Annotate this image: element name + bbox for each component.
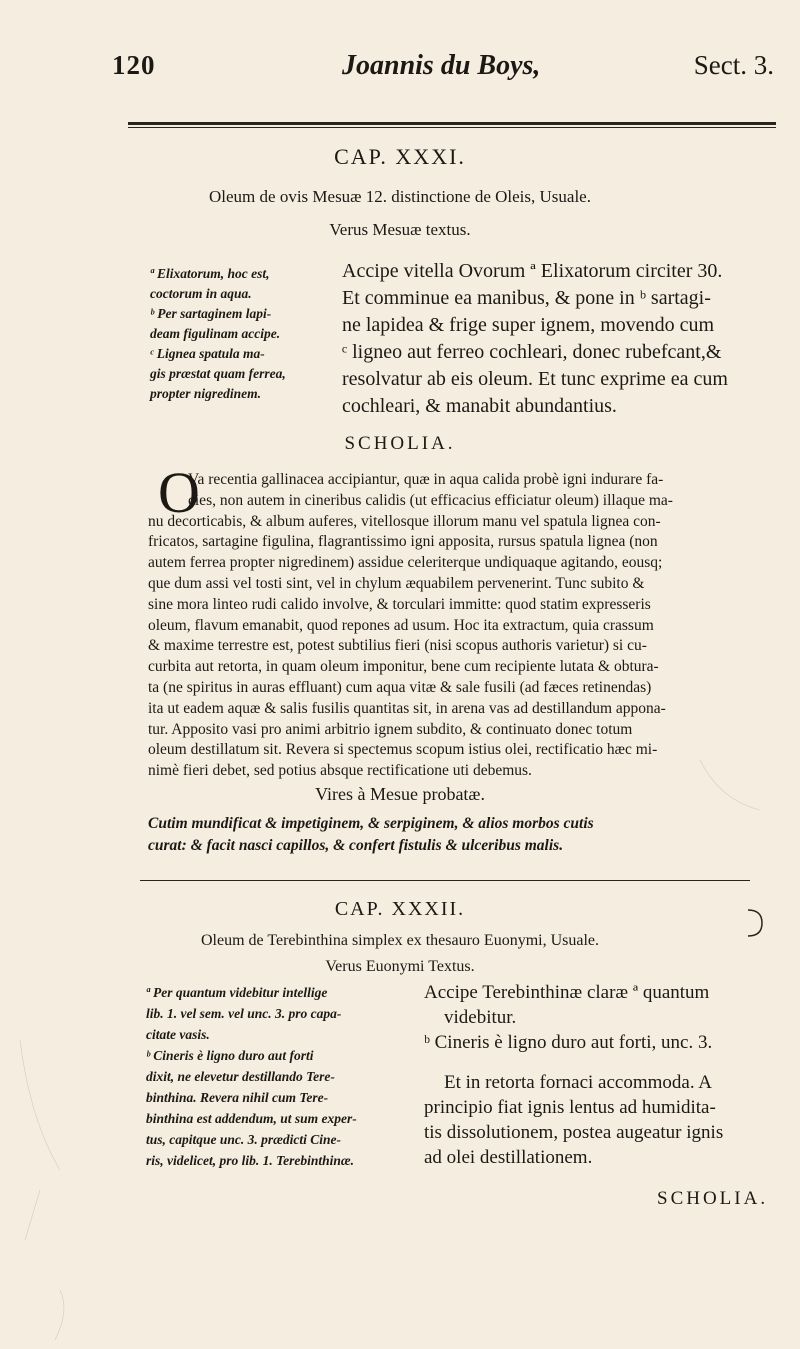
side-note-line: binthina. Revera nihil cum Tere- (146, 1090, 329, 1105)
side-note-line: binthina est addendum, ut sum exper- (146, 1111, 357, 1126)
chapter-title-2: CAP. XXXII. (334, 898, 466, 920)
scholia-line: tur. Apposito vasi pro animi arbitrio ignem subdito, & continuato donec totum (148, 720, 633, 738)
side-notes-2 (146, 982, 357, 1171)
recipe-line (424, 1055, 723, 1070)
side-note-line: lib. 1. vel sem. vel unc. 3. pro capa- (146, 1006, 342, 1021)
scholia-line: Va recentia gallinacea accipiantur, quæ in aqua calida probè igni indurare fa- (188, 471, 664, 488)
recipe-line: Accipe Terebinthinæ claræ ª quantum (424, 982, 710, 1003)
scholia-line: ita ut eadem aquæ & salis fusilis quantitas sit, in arena vas ad destillandum appona- (148, 699, 666, 717)
chapter-subtitle-2: Oleum de Terebinthina simplex ex thesauro Euonymi, Usuale. (200, 932, 600, 949)
vires-line: curat: & facit nasci capillos, & confert fistulis & ulceribus malis. (148, 837, 564, 854)
scholia-line: autem ferrea propter nigredinem) assidue celeriterque undiquaque agitando, eousq; (148, 554, 663, 572)
side-note-line: ᶜ Lignea spatula ma- (150, 346, 265, 361)
side-note-line: gis præstat quam ferrea, (150, 366, 286, 381)
recipe-line: Et comminue ea manibus, & pone in ᵇ sartagi- (342, 287, 711, 309)
vires-text (148, 813, 594, 857)
scholia-line: nu decorticabis, & album auferes, vitellosque illorum manu vel spatula lignea con- (148, 512, 661, 530)
scholia-line: & maxime terrestre est, potest subtilius fieri (nisi scopus authoris varietur) si cu- (148, 637, 647, 655)
side-note-line: citate vasis. (146, 1027, 210, 1042)
scholia-line: oleum destillatum sit. Revera si spectemus scopum istius olei, rectificatio hæc mi- (148, 741, 658, 759)
vires-line: Cutim mundificat & impetiginem, & serpiginem, & alios morbos cutis (148, 815, 594, 832)
drop-cap: O (158, 460, 200, 525)
side-note-line: dixit, ne elevetur destillando Tere- (146, 1069, 335, 1084)
recipe-text (342, 258, 728, 420)
chapter-subtitle: Oleum de ovis Mesuæ 12. distinctione de Oleis, Usuale. (209, 187, 591, 206)
scholia-line: sine mora linteo rudi calido involve, & torculari immitte: quod statim expresseris (148, 595, 651, 613)
side-note-line: ᵇ Per sartaginem lapi- (150, 306, 272, 321)
header-rule-thin (128, 127, 776, 128)
recipe-line: principio fiat ignis lentus ad humidita- (424, 1097, 716, 1118)
scholia-body (148, 470, 673, 782)
section-divider (140, 880, 750, 881)
page-number: 120 (112, 50, 156, 80)
scholia-line: fricatos, sartagine figulina, flagrantissimo igni apposita, rursus spatula lignea (non (148, 533, 658, 551)
scholia-line: oleum, flavum emanabit, quod repones ad usum. Hoc ita extractum, quia crassum (148, 616, 654, 634)
side-note-line: ª Elixatorum, hoc est, (150, 266, 270, 281)
bracket-mark-icon (744, 906, 766, 940)
scholia-line: que dum assi vel tosti sint, vel in chylum æquabilem pervenerint. Tunc subito & (148, 574, 645, 592)
scholia-line: ta (ne spiritus in auras effluant) cum aqua vitæ & sale fusili (ad fæces retinendas) (148, 678, 652, 696)
recipe-line: ne lapidea & frige super ignem, movendo cum (342, 314, 715, 336)
recipe-line: tis dissolutionem, postea augeatur ignis (424, 1122, 724, 1143)
side-note-line: tus, capitque unc. 3. prædicti Cine- (146, 1132, 342, 1147)
recipe-line: Accipe vitella Ovorum ª Elixatorum circiter 30. (342, 260, 723, 282)
recipe-line: resolvatur ab eis oleum. Et tunc exprime ea cum (342, 368, 728, 390)
recipe-line: ad olei destillationem. (424, 1147, 593, 1168)
running-title: Joannis du Boys, (342, 50, 541, 81)
header-rule (128, 122, 776, 125)
scholia-heading: SCHOLIA. (344, 433, 456, 454)
recipe-line: videbitur. (444, 1007, 517, 1028)
side-note-line: coctorum in aqua. (150, 286, 252, 301)
scholia-heading-2: SCHOLIA. (657, 1188, 769, 1209)
side-note-line: propter nigredinem. (150, 386, 262, 401)
recipe-text-2 (424, 980, 723, 1170)
scholia-line: curbita aut retorta, in quam oleum imponitur, bene cum recipiente lutata & obtura- (148, 658, 659, 676)
side-note-line: ᵇ Cineris è ligno duro aut forti (146, 1048, 314, 1063)
running-header (112, 50, 774, 90)
scholia-line: nimè fieri debet, sed potius absque rectificatione uti debemus. (148, 762, 532, 780)
side-note-line: deam figulinam accipe. (150, 326, 281, 341)
recipe-line: ᵇ Cineris è ligno duro aut forti, unc. 3. (424, 1032, 713, 1053)
vires-heading: Vires à Mesue probatæ. (315, 784, 485, 804)
text-label-2: Verus Euonymi Textus. (325, 958, 475, 975)
chapter-title: CAP. XXXI. (334, 144, 466, 169)
recipe-line: cochleari, & manabit abundantius. (342, 395, 617, 417)
recipe-line: Et in retorta fornaci accommoda. A (444, 1072, 713, 1093)
recipe-line: ᶜ ligneo aut ferreo cochleari, donec rubefcant,& (342, 341, 722, 363)
scholia-line: cies, non autem in cineribus calidis (ut efficacius efficiatur oleum) illaque ma- (188, 491, 673, 509)
side-notes (150, 264, 286, 404)
side-note-line: ris, videlicet, pro lib. 1. Terebinthinæ. (146, 1153, 355, 1168)
text-label: Verus Mesuæ textus. (329, 220, 471, 239)
section-label: Sect. 3. (693, 50, 774, 80)
side-note-line: ª Per quantum videbitur intellige (146, 985, 328, 1000)
